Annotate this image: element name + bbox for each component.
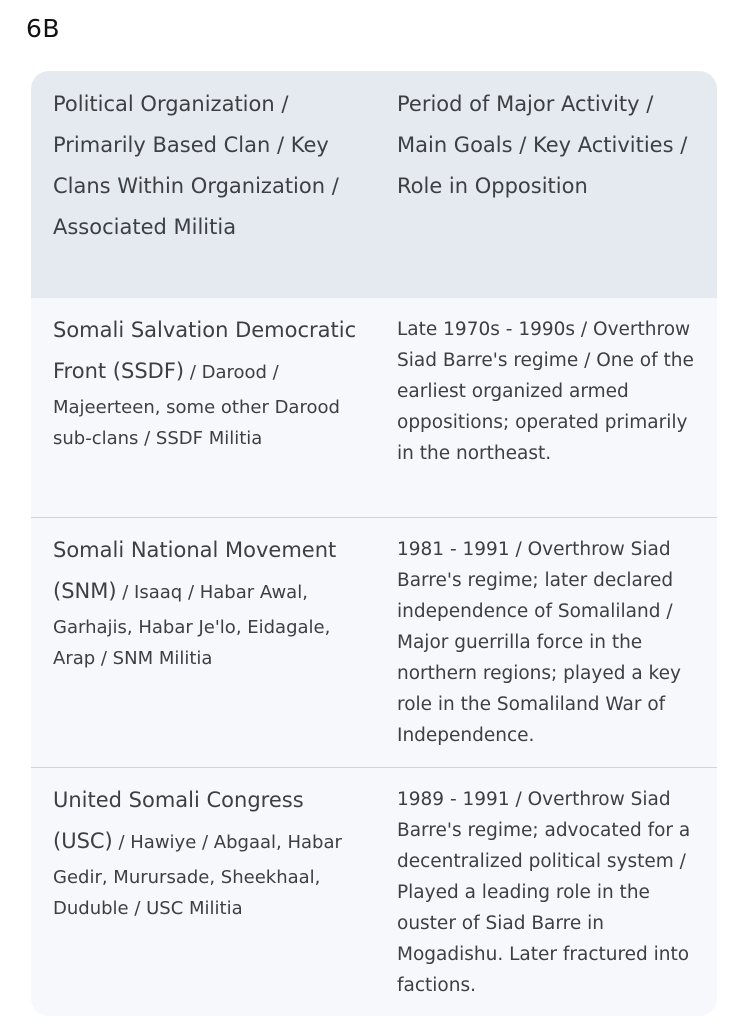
activity-cell: 1989 - 1991 / Overthrow Siad Barre's regime; advocated for a decentralized political system / Played a leading role in the ouster of Siad Barre in Mogadishu. Later fractured into factions. [397, 789, 691, 996]
organization-details: / Hawiye / Abgaal, Habar Gedir, Murursade, Sheekhaal, Duduble / USC Militia [53, 832, 342, 919]
page-label: 6B [26, 14, 61, 43]
organization-name: Somali Salvation Democratic Front (SSDF) [53, 318, 357, 383]
activity-cell: 1981 - 1991 / Overthrow Siad Barre's regime; later declared independence of Somaliland / Major guerrilla force in the northern regions; played a key role in the Somaliland War of Independence. [397, 539, 681, 746]
activity-cell: Late 1970s - 1990s / Overthrow Siad Barre's regime / One of the earliest organized armed oppositions; operated primarily in the northeast. [397, 319, 694, 464]
organization-cell [53, 530, 358, 674]
organization-details: / Isaaq / Habar Awal, Garhajis, Habar Je'lo, Eidagale, Arap / SNM Militia [53, 582, 331, 669]
organization-name: United Somali Congress (USC) [53, 788, 304, 853]
header-activity: Period of Major Activity / Main Goals / Key Activities / Role in Opposition [397, 92, 688, 198]
table-row [31, 767, 717, 1016]
organization-cell [53, 310, 358, 454]
table-row [31, 517, 717, 768]
organization-cell [53, 780, 358, 924]
organization-details: / Darood / Majeerteen, some other Darood sub-clans / SSDF Militia [53, 362, 340, 449]
opposition-table [31, 71, 717, 1016]
table-header-row [31, 71, 717, 298]
header-organization: Political Organization / Primarily Based Clan / Key Clans Within Organization / Associated Militia [53, 92, 339, 239]
table-row [31, 298, 717, 517]
organization-name: Somali National Movement (SNM) [53, 538, 337, 603]
